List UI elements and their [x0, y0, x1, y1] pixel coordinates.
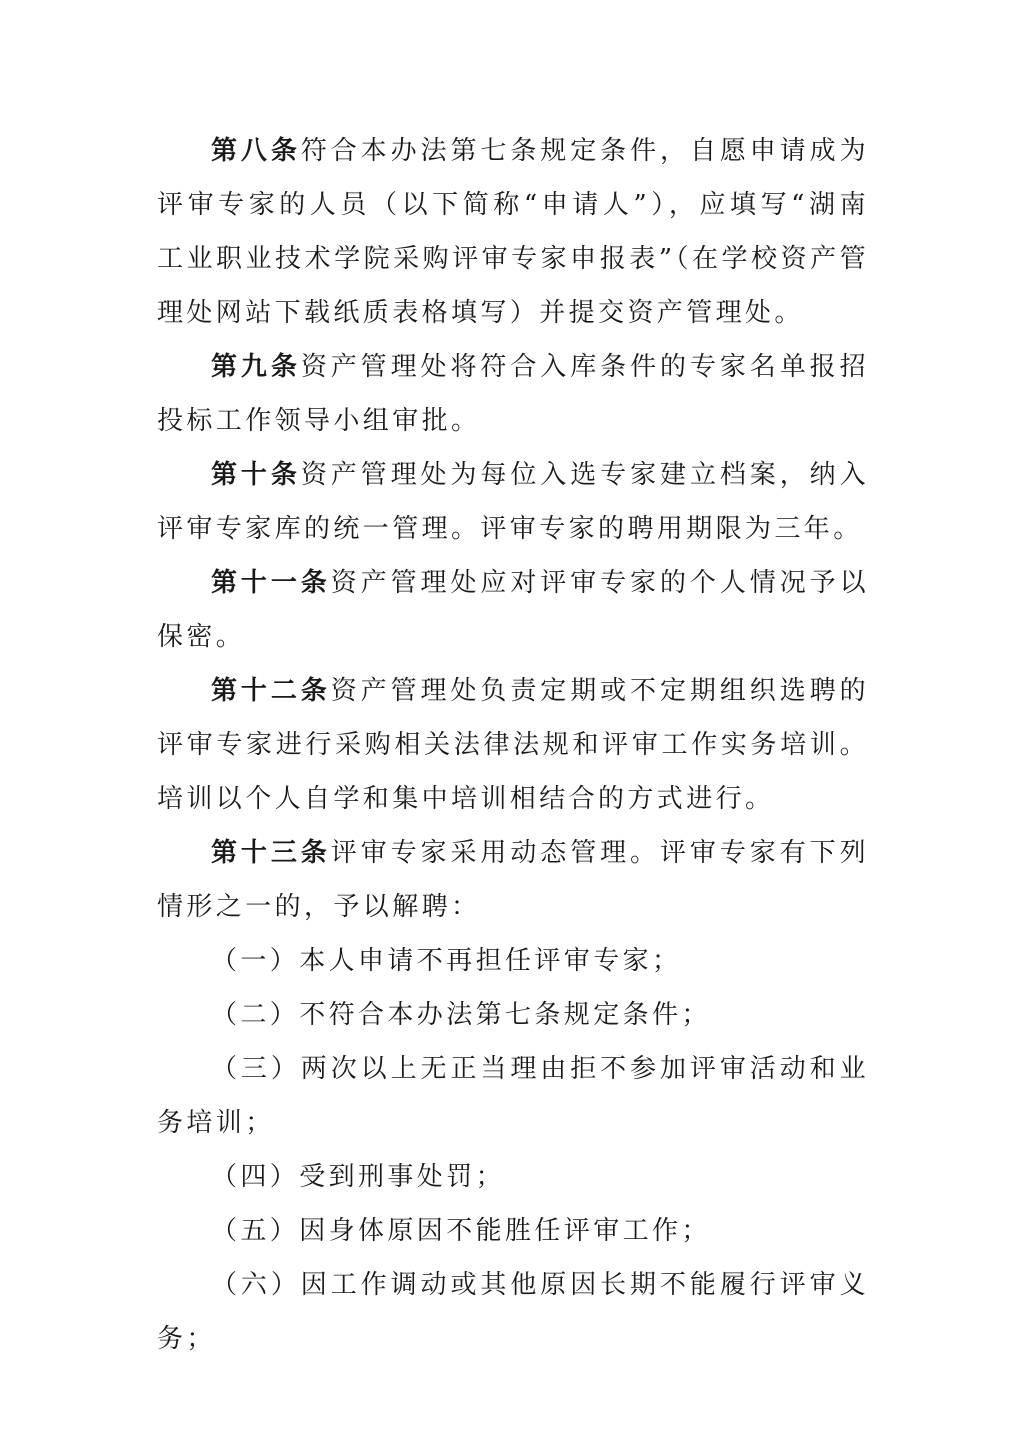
article-10	[157, 448, 869, 556]
article-heading: 第九条	[211, 352, 301, 382]
list-item: （二）不符合本办法第七条规定条件；	[211, 1000, 711, 1030]
article-heading: 第十三条	[211, 838, 331, 868]
article-9	[157, 340, 869, 448]
article-text: 资产管理处负责定期或不定期组织选聘的评审专家进行采购相关法律法规和评审工作实务培训。培训以个人自学和集中培训相结合的方式进行。	[157, 676, 869, 814]
article-12	[157, 664, 869, 826]
list-item: （五）因身体原因不能胜任评审工作；	[211, 1216, 711, 1246]
article-text: 资产管理处将符合入库条件的专家名单报招投标工作领导小组审批。	[157, 352, 870, 436]
article-11	[157, 556, 869, 664]
document-page	[157, 124, 869, 1366]
article-text: 符合本办法第七条规定条件，自愿申请成为评审专家的人员（以下简称“申请人”），应填写“湖南工业职业技术学院采购评审专家申报表”（在学校资产管理处网站下载纸质表格填写）并提交资产管理处。	[157, 136, 870, 328]
article-8	[157, 124, 869, 340]
article-text: 资产管理处应对评审专家的个人情况予以保密。	[157, 568, 869, 652]
article-13	[157, 826, 869, 934]
article-text: 资产管理处为每位入选专家建立档案，纳入评审专家库的统一管理。评审专家的聘用期限为三年。	[157, 460, 870, 544]
list-item: （三）两次以上无正当理由拒不参加评审活动和业务培训；	[157, 1054, 869, 1138]
article-heading: 第八条	[211, 136, 301, 166]
list-item: （一）本人申请不再担任评审专家；	[211, 946, 682, 976]
article-heading: 第十二条	[211, 676, 331, 706]
article-heading: 第十条	[211, 460, 301, 490]
article-text: 评审专家采用动态管理。评审专家有下列情形之一的，予以解聘：	[157, 838, 869, 922]
list-item: （六）因工作调动或其他原因长期不能履行评审义务；	[157, 1270, 869, 1354]
article-heading: 第十一条	[211, 568, 331, 598]
list-item: （四）受到刑事处罚；	[211, 1162, 506, 1192]
